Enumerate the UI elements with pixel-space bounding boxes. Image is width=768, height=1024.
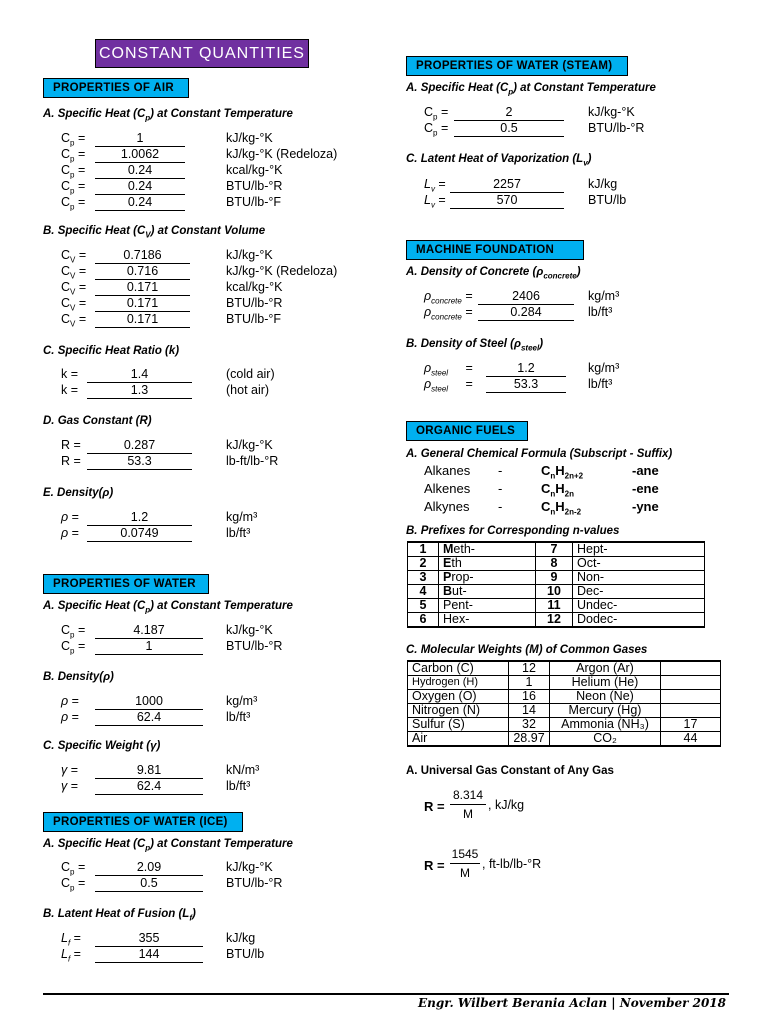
ice-cp-list <box>61 860 381 892</box>
air-cv-row: $C_V$ = 0.171 kcal/kg-°K <box>61 280 283 297</box>
ice-lf-row: $L_f$ = 144 BTU/lb <box>61 947 265 964</box>
air-cv-row: $C_V$ = 0.716 kJ/kg-°K (Redeloza) <box>61 264 338 281</box>
gas-weight <box>661 676 721 690</box>
prefix-n: 2 <box>408 557 439 571</box>
air-specific-heat-ratio-title: C. Specific Heat Ratio (k) <box>43 345 180 357</box>
gas-weight <box>661 661 721 676</box>
water-gamma-list <box>61 763 381 795</box>
air-specific-heat-cp-title: A. Specific Heat $(C_p)$ at Constant Temperature <box>43 108 293 123</box>
section-header-ice: PROPERTIES OF WATER (ICE) <box>43 812 243 832</box>
section-header-machine-foundation: MACHINE FOUNDATION <box>406 240 584 260</box>
steam-lv-list <box>424 177 744 209</box>
air-cp-list <box>61 131 381 211</box>
air-rho-list <box>61 510 381 542</box>
gas-weight: 32 <box>509 718 550 732</box>
molecular-weights-title: C. Molecular Weights (M) of Common Gases <box>406 644 648 656</box>
footer-divider <box>43 993 729 995</box>
water-gamma-row: γ = 9.81 kN/m³ <box>61 763 260 777</box>
steel-density-title: B. Density of Steel $(\rho_{steel})$ <box>406 338 544 353</box>
steam-specific-heat-title: A. Specific Heat $(C_p)$ at Constant Temperature <box>406 82 656 97</box>
gas-row <box>408 661 721 676</box>
formula-row-alkenes: Alkenes - $C_nH_{2n}$ -ene <box>424 481 659 499</box>
prefix-n: 6 <box>408 613 439 628</box>
prefix-n: 12 <box>536 613 573 628</box>
gas-name: Argon (Ar) <box>550 661 661 676</box>
concrete-density-title: A. Density of Concrete $(\rho_{concrete})$ <box>406 266 581 281</box>
ice-specific-heat-title: A. Specific Heat $(C_p)$ at Constant Temperature <box>43 838 293 853</box>
prefix-n: 10 <box>536 585 573 599</box>
concrete-density-list <box>424 289 744 321</box>
gas-row <box>408 732 721 747</box>
water-cp-row: $C_p$ = 4.187 kJ/kg-°K <box>61 623 273 640</box>
air-k-row: k = 1.4 (cold air) <box>61 367 275 381</box>
prefix-n: 3 <box>408 571 439 585</box>
prefixes-table <box>407 541 705 628</box>
prefix-n: 7 <box>536 542 573 557</box>
air-cp-row: $C_p$ = 0.24 BTU/lb-°F <box>61 195 281 212</box>
water-specific-heat-title: A. Specific Heat $(C_p)$ at Constant Temperature <box>43 600 293 615</box>
gas-name: Air <box>408 732 509 747</box>
gas-row <box>408 704 721 718</box>
air-r-list <box>61 438 381 470</box>
air-specific-heat-cv-title: B. Specific Heat $(C_V)$ at Constant Volume <box>43 225 266 240</box>
prefix-name: Pent- <box>439 599 536 613</box>
section-header-air: PROPERTIES OF AIR <box>43 78 189 98</box>
air-r-row: R = 0.287 kJ/kg-°K <box>61 438 273 452</box>
water-gamma-row: γ = 62.4 lb/ft³ <box>61 779 251 793</box>
steam-cp-row: $C_p$ = 0.5 BTU/lb-°R <box>424 121 645 138</box>
air-k-list <box>61 367 381 399</box>
gas-weight: 16 <box>509 690 550 704</box>
water-specific-weight-title: C. Specific Weight (γ) <box>43 740 161 752</box>
prefix-name: Undec- <box>573 599 705 613</box>
water-rho-list <box>61 694 381 726</box>
footer-author: Engr. Wilbert Berania Aclan | November 2018 <box>418 996 726 1010</box>
air-cp-row: $C_p$ = 1 kJ/kg-°K <box>61 131 273 148</box>
gas-weight: 28.97 <box>509 732 550 747</box>
gas-weight <box>661 704 721 718</box>
steel-density-row: $\rho_{steel}$ = 53.3 lb/ft³ <box>424 377 613 394</box>
air-density-title: E. Density(ρ) <box>43 487 114 499</box>
chemical-formula-title: A. General Chemical Formula (Subscript - Suffix) <box>406 448 673 460</box>
prefix-name: Hept- <box>573 542 705 557</box>
prefix-name: Eth <box>439 557 536 571</box>
prefix-n: 5 <box>408 599 439 613</box>
prefixes-title: B. Prefixes for Corresponding n-values <box>406 525 620 537</box>
steam-latent-heat-title: C. Latent Heat of Vaporization $(L_v)$ <box>406 153 592 168</box>
air-cp-row: $C_p$ = 0.24 BTU/lb-°R <box>61 179 283 196</box>
ice-lf-row: $L_f$ = 355 kJ/kg <box>61 931 256 948</box>
gas-weight: 44 <box>661 732 721 747</box>
air-cv-row: $C_V$ = 0.171 BTU/lb-°R <box>61 296 283 313</box>
gas-name: Helium (He) <box>550 676 661 690</box>
prefix-n: 4 <box>408 585 439 599</box>
ice-latent-heat-title: B. Latent Heat of Fusion $(L_f)$ <box>43 908 196 923</box>
prefix-name: Prop- <box>439 571 536 585</box>
prefix-row <box>408 557 705 571</box>
prefix-row <box>408 599 705 613</box>
prefix-n: 9 <box>536 571 573 585</box>
concrete-density-row: $\rho_{concrete}$ = 0.284 lb/ft³ <box>424 305 613 322</box>
prefix-name: Meth- <box>439 542 536 557</box>
gas-name: Ammonia (NH₃) <box>550 718 661 732</box>
ice-cp-row: $C_p$ = 0.5 BTU/lb-°R <box>61 876 283 893</box>
air-cv-row: $C_V$ = 0.7186 kJ/kg-°K <box>61 248 273 265</box>
gas-weight: 17 <box>661 718 721 732</box>
ice-cp-row: $C_p$ = 2.09 kJ/kg-°K <box>61 860 273 877</box>
prefix-name: Non- <box>573 571 705 585</box>
prefix-n: 11 <box>536 599 573 613</box>
water-rho-row: ρ = 1000 kg/m³ <box>61 694 258 708</box>
air-cv-row: $C_V$ = 0.171 BTU/lb-°F <box>61 312 281 329</box>
prefix-name: Dodec- <box>573 613 705 628</box>
steel-density-list <box>424 361 744 393</box>
prefix-row <box>408 613 705 628</box>
gas-weight <box>661 690 721 704</box>
ice-lf-list <box>61 931 381 963</box>
steam-lv-row: $L_v$ = 570 BTU/lb <box>424 193 627 210</box>
gas-name: Sulfur (S) <box>408 718 509 732</box>
gas-name: Hydrogen (H) <box>408 676 509 690</box>
prefix-row <box>408 571 705 585</box>
air-r-row: R = 53.3 lb-ft/lb-°R <box>61 454 279 468</box>
air-cv-list <box>61 248 381 328</box>
formula-list <box>424 463 724 517</box>
gas-name: Neon (Ne) <box>550 690 661 704</box>
universal-gas-constant-title: A. Universal Gas Constant of Any Gas <box>406 765 614 777</box>
water-density-title: B. Density(ρ) <box>43 671 114 683</box>
air-cp-row: $C_p$ = 0.24 kcal/kg-°K <box>61 163 283 180</box>
formula-r-kj: R = 8.314 M , kJ/kg <box>424 788 525 821</box>
water-rho-row: ρ = 62.4 lb/ft³ <box>61 710 251 724</box>
gas-name: Nitrogen (N) <box>408 704 509 718</box>
formula-r-ftlb: R = 1545 M , ft-lb/lb-°R <box>424 847 542 880</box>
air-k-row: k = 1.3 (hot air) <box>61 383 270 397</box>
prefix-name: Hex- <box>439 613 536 628</box>
prefix-row <box>408 542 705 557</box>
prefix-row <box>408 585 705 599</box>
gas-name: CO₂ <box>550 732 661 747</box>
air-rho-row: ρ = 1.2 kg/m³ <box>61 510 258 524</box>
prefix-n: 1 <box>408 542 439 557</box>
concrete-density-row: $\rho_{concrete}$ = 2406 kg/m³ <box>424 289 620 306</box>
gas-row <box>408 718 721 732</box>
formula-row-alkynes: Alkynes - $C_nH_{2n-2}$ -yne <box>424 499 659 517</box>
section-header-steam: PROPERTIES OF WATER (STEAM) <box>406 56 628 76</box>
steel-density-row: $\rho_{steel}$ = 1.2 kg/m³ <box>424 361 620 378</box>
prefix-name: But- <box>439 585 536 599</box>
prefix-name: Oct- <box>573 557 705 571</box>
gas-name: Oxygen (O) <box>408 690 509 704</box>
steam-cp-row: $C_p$ = 2 kJ/kg-°K <box>424 105 635 122</box>
page-title: CONSTANT QUANTITIES <box>95 39 309 68</box>
gas-row <box>408 676 721 690</box>
gas-name: Mercury (Hg) <box>550 704 661 718</box>
prefix-n: 8 <box>536 557 573 571</box>
steam-cp-list <box>424 105 744 137</box>
gas-row <box>408 690 721 704</box>
formula-row-alkanes: Alkanes - $C_nH_{2n+2}$ -ane <box>424 463 659 481</box>
gas-weight: 14 <box>509 704 550 718</box>
gas-name: Carbon (C) <box>408 661 509 676</box>
air-gas-constant-title: D. Gas Constant (R) <box>43 415 152 427</box>
prefix-name: Dec- <box>573 585 705 599</box>
air-rho-row: ρ = 0.0749 lb/ft³ <box>61 526 251 540</box>
gas-weight: 1 <box>509 676 550 690</box>
water-cp-list <box>61 623 381 655</box>
steam-lv-row: $L_v$ = 2257 kJ/kg <box>424 177 618 194</box>
water-cp-row: $C_p$ = 1 BTU/lb-°R <box>61 639 283 656</box>
section-header-organic-fuels: ORGANIC FUELS <box>406 421 528 441</box>
section-header-water: PROPERTIES OF WATER <box>43 574 209 594</box>
gas-weight: 12 <box>509 661 550 676</box>
air-cp-row: $C_p$ = 1.0062 kJ/kg-°K (Redeloza) <box>61 147 338 164</box>
molecular-weights-table <box>407 660 721 747</box>
